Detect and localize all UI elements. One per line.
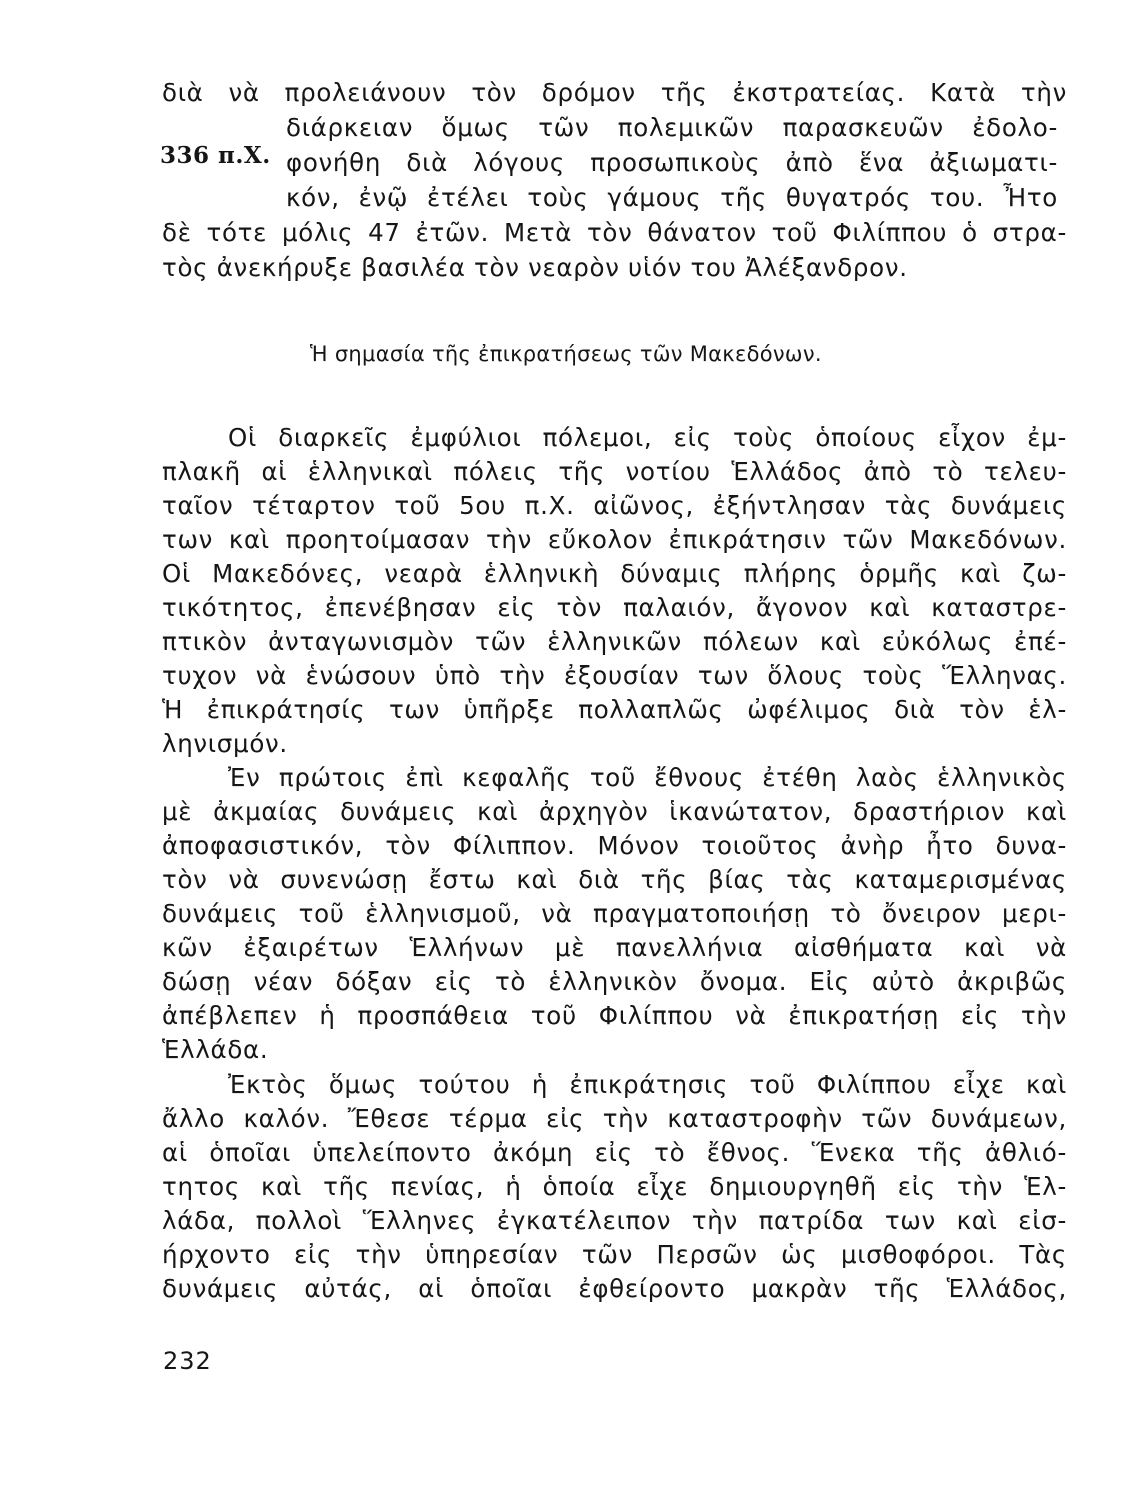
text-line: αἱ ὁποῖαι ὑπελείποντο ἀκόμη εἰς τὸ ἔθνος. Ἕνεκα τῆς ἀθλιό- — [162, 1138, 1067, 1167]
text-line: κόν, ἐνῷ ἐτέλει τοὺς γάμους τῆς θυγατρός του. Ἦτο — [286, 183, 1058, 212]
text-line: Ἑλλάδα. — [162, 1035, 269, 1064]
text-line: τητος καὶ τῆς πενίας, ἡ ὁποία εἶχε δημιουργηθῆ εἰς τὴν Ἑλ- — [162, 1172, 1067, 1201]
text-line: τὸς ἀνεκήρυξε βασιλέα τὸν νεαρὸν υἱόν του Ἀλέξανδρον. — [162, 253, 908, 282]
text-line: διὰ νὰ προλειάνουν τὸν δρόμον τῆς ἐκστρατείας. Κατὰ τὴν — [162, 78, 1067, 107]
text-line: Ἐκτὸς ὅμως τούτου ἡ ἐπικράτησις τοῦ Φιλίππου εἶχε καὶ — [228, 1070, 1067, 1099]
text-line: λάδα, πολλοὶ Ἕλληνες ἐγκατέλειπον τὴν πατρίδα των καὶ εἰσ- — [162, 1206, 1067, 1235]
text-line: μὲ ἀκμαίας δυνάμεις καὶ ἀρχηγὸν ἱκανώτατον, δραστήριον καὶ — [162, 797, 1067, 826]
text-line: δυνάμεις αὐτάς, αἱ ὁποῖαι ἐφθείροντο μακρὰν τῆς Ἑλλάδος, — [162, 1274, 1067, 1303]
text-line: δυνάμεις τοῦ ἑλληνισμοῦ, νὰ πραγματοποιήσῃ τὸ ὄνειρον μερι- — [162, 899, 1067, 928]
text-line: διάρκειαν ὅμως τῶν πολεμικῶν παρασκευῶν ἐδολο- — [286, 113, 1058, 142]
text-line: των καὶ προητοίμασαν τὴν εὔκολον ἐπικράτησιν τῶν Μακεδόνων. — [162, 525, 1067, 554]
text-line: Ἡ ἐπικράτησίς των ὑπῆρξε πολλαπλῶς ὠφέλιμος διὰ τὸν ἑλ- — [162, 695, 1067, 724]
text-line: ληνισμόν. — [162, 729, 288, 758]
text-line: τικότητος, ἐπενέβησαν εἰς τὸν παλαιόν, ἄγονον καὶ καταστρε- — [162, 593, 1067, 622]
text-line: Οἱ διαρκεῖς ἐμφύλιοι πόλεμοι, εἰς τοὺς ὁποίους εἶχον ἐμ- — [228, 423, 1067, 452]
text-line: δὲ τότε μόλις 47 ἐτῶν. Μετὰ τὸν θάνατον τοῦ Φιλίππου ὁ στρα- — [162, 218, 1067, 247]
text-line: τὸν νὰ συνενώσῃ ἔστω καὶ διὰ τῆς βίας τὰς καταμερισμένας — [162, 865, 1067, 894]
section-heading: Ἡ σημασία τῆς ἐπικρατήσεως τῶν Μακεδόνων. — [310, 342, 822, 366]
text-line: ήρχοντο εἰς τὴν ὑπηρεσίαν τῶν Περσῶν ὡς μισθοφόροι. Τὰς — [162, 1240, 1067, 1269]
text-line: ἀπέβλεπεν ἡ προσπάθεια τοῦ Φιλίππου νὰ ἐπικρατήσῃ εἰς τὴν — [162, 1001, 1067, 1030]
text-line: πλακῆ αἱ ἑλληνικαὶ πόλεις τῆς νοτίου Ἑλλάδος ἀπὸ τὸ τελευ- — [162, 457, 1067, 486]
page-number: 232 — [163, 1347, 212, 1375]
text-line: ἄλλο καλόν. Ἔθεσε τέρμα εἰς τὴν καταστροφὴν τῶν δυνάμεων, — [162, 1104, 1067, 1133]
text-line: Ἐν πρώτοις ἐπὶ κεφαλῆς τοῦ ἔθνους ἐτέθη λαὸς ἑλληνικὸς — [228, 763, 1067, 792]
text-line: πτικὸν ἀνταγωνισμὸν τῶν ἑλληνικῶν πόλεων καὶ εὐκόλως ἐπέ- — [162, 627, 1067, 656]
text-line: τυχον νὰ ἑνώσουν ὑπὸ τὴν ἐξουσίαν των ὅλους τοὺς Ἕλληνας. — [162, 661, 1067, 690]
text-line: κῶν ἐξαιρέτων Ἑλλήνων μὲ πανελλήνια αἰσθήματα καὶ νὰ — [162, 933, 1067, 962]
text-line: φονήθη διὰ λόγους προσωπικοὺς ἀπὸ ἕνα ἀξιωματι- — [286, 148, 1058, 177]
text-line: ἀποφασιστικόν, τὸν Φίλιππον. Μόνον τοιοῦτος ἀνὴρ ἦτο δυνα- — [162, 831, 1067, 860]
margin-date-note: 336 π.Χ. — [160, 142, 271, 169]
text-line: δώσῃ νέαν δόξαν εἰς τὸ ἑλληνικὸν ὄνομα. Εἰς αὐτὸ ἀκριβῶς — [162, 967, 1067, 996]
text-line: Οἱ Μακεδόνες, νεαρὰ ἑλληνικὴ δύναμις πλήρης ὁρμῆς καὶ ζω- — [162, 559, 1067, 588]
text-line: ταῖον τέταρτον τοῦ 5ου π.Χ. αἰῶνος, ἐξήντλησαν τὰς δυνάμεις — [162, 491, 1067, 520]
